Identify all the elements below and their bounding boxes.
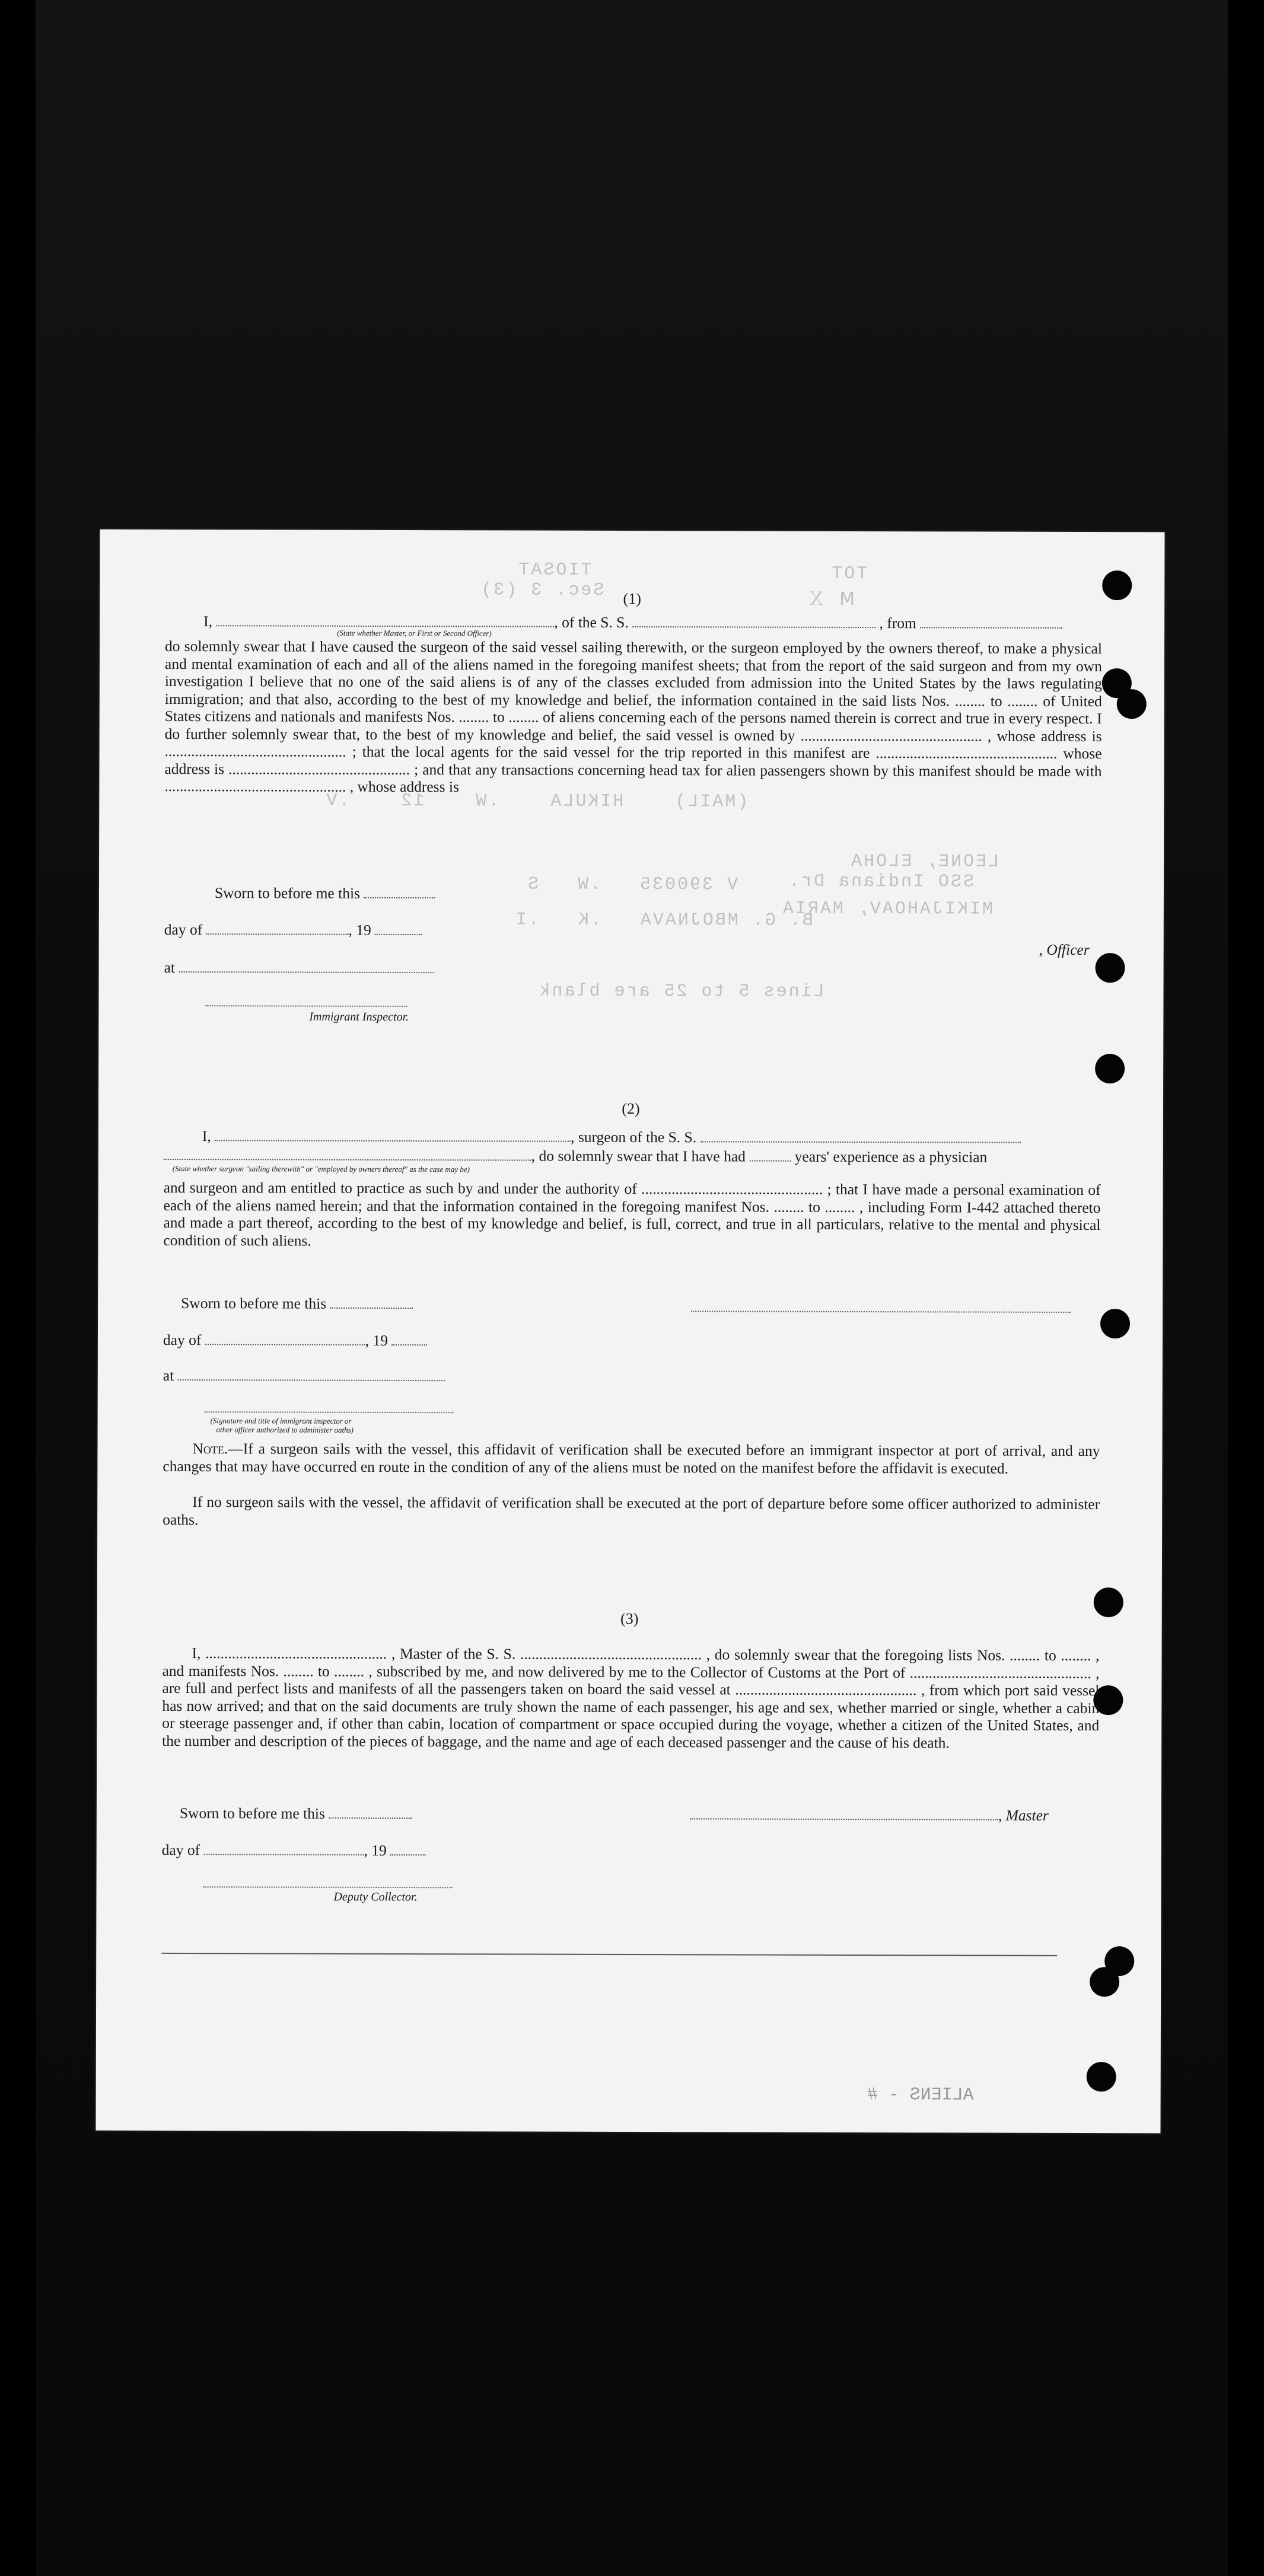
bottom-rule <box>161 1953 1057 1956</box>
bleed-through-text: V 390035 .W S <box>526 874 738 895</box>
punch-hole <box>1090 1967 1119 1997</box>
collector-signature-line <box>203 1886 453 1888</box>
immigrant-inspector-caption: Immigrant Inspector. <box>309 1010 409 1024</box>
signature-title-note: (Signature and title of immigrant inspector or <box>210 1416 352 1426</box>
bleed-through-text: Lines 5 to 25 are blank <box>537 981 824 1002</box>
section-2-oath-paragraph: and surgeon and am entitled to practice as such by and under the authority of ................................................ ; that I have made a personal examination of each of the aliens named herein; and that the information contained in the foregoing manifest Nos. ........ to ........ , including Form I-442 attached thereto and made a part thereof, according to the best of my knowledge and belief, is full, correct, and true in all particulars, relative to the mental and physical condition of such aliens. <box>163 1178 1101 1249</box>
section-1-at-line: at <box>164 959 434 977</box>
bleed-through-text: LEONE, ELOHA SSO Indiana Dr. <box>787 851 999 892</box>
officer-signature-line <box>205 1411 454 1413</box>
section-3-oath-paragraph: I, ................................................ , Master of the S. S. ................................................ , do solemnly swear that the foregoing lists Nos. ........ to ........ , and manifests Nos. ........ to ........ , subscribed by me, and now delivered by me to the Collector of Customs at the Port of ................................................ , are full and perfect lists and manifests of all the passengers taken on board the said vessel at ................................................ , from which port said vessel has now arrived; and that on the said documents are truly shown the name of each passenger, his age and sex, whether married or single, whether a cabin or steerage passenger and, if other than cabin, location of compartment or space occupied during the voyage, whether a citizen of the United States, and the number and description of the pieces of baggage, and the name and age of each deceased passenger and the cause of his death. <box>162 1644 1100 1751</box>
section-1-date-line: day of , 19 <box>164 921 423 939</box>
note-master-or-officer: (State whether Master, or First or Second Officer) <box>337 628 492 638</box>
bleed-through-text: (MAIL) HIKULA .W 12 .V <box>324 790 773 812</box>
signature-title-note: other officer authorized to administer oaths) <box>216 1425 354 1434</box>
section-1-number: (1) <box>623 589 641 608</box>
section-2-sworn-line: Sworn to before me this <box>181 1295 413 1313</box>
manifest-affidavit-sheet <box>95 530 1164 2134</box>
bleed-through-text: ALIENS - # <box>867 2085 974 2106</box>
section-2-at-line: at <box>163 1367 445 1385</box>
section-2-date-line: day of , 19 <box>163 1331 428 1350</box>
punch-hole <box>1100 1309 1130 1338</box>
section-3-master-line: , Master <box>690 1806 1049 1824</box>
bleed-through-text: B. G. MBOJNAVA .K .I <box>514 910 813 931</box>
note-surgeon-type: (State whether surgeon "sailing therewith" or "employed by owners thereof" as the case may be) <box>172 1163 470 1174</box>
surgeon-note-paragraph-2: If no surgeon sails with the vessel, the affidavit of verification shall be executed at the port of departure before some officer authorized to administer oaths. <box>163 1493 1100 1528</box>
punch-hole <box>1095 1054 1125 1083</box>
section-2-opening-line: I, , surgeon of the S. S. <box>202 1127 1021 1147</box>
surgeon-note-paragraph: Note.—If a surgeon sails with the vessel, this affidavit of verification shall be executed before an immigrant inspector at port of arrival, and any changes that may have occurred en route in the condition of any of the aliens must be noted on the manifest before the affidavit is executed. <box>163 1440 1100 1477</box>
section-1-oath-paragraph: do solemnly swear that I have caused the surgeon of the said vessel sailing therewith, or the surgeon employed by the owners thereof, to make a physical and mental examination of each and all of the aliens named in the foregoing manifest sheets; that from the report of the said surgeon and from my own investigation I believe that no one of the said aliens is of any of the classes excluded from admission into the United States by the laws regulating immigration; and that also, according to the best of my knowledge and belief, the information contained in the said lists Nos. ........ to ........ of United States citizens and nationals and manifests Nos. ........ to ........ of aliens concerning each of the persons named therein is correct and true in every respect. I do further solemnly swear that, to the best of my knowledge and belief, the said vessel is owned by ................................................ , whose address is ................................................ ; that the local agents for the said vessel for the trip reported in this manifest are ................................................ whose address is ................................................ ; and that any transactions concerning head tax for alien passengers shown by this manifest should be made with ................................................ , whose address is <box>164 637 1103 796</box>
section-2-experience-line: , do solemnly swear that I have had years' experience as a physician <box>164 1146 988 1166</box>
inspector-signature-line <box>205 1005 407 1007</box>
section-1-officer-label: , Officer <box>1039 941 1090 959</box>
section-3-sworn-line: Sworn to before me this <box>180 1805 412 1823</box>
section-3-date-line: day of , 19 <box>162 1841 426 1860</box>
surgeon-signature-line <box>691 1311 1071 1313</box>
section-1-opening-line: I, , of the S. S. , from <box>203 613 1062 632</box>
bleed-through-text: TIOSAT Sec. 3 (3) <box>479 560 617 601</box>
punch-hole <box>1117 689 1147 719</box>
section-3-number: (3) <box>620 1609 639 1628</box>
punch-hole <box>1087 2062 1116 2092</box>
bleed-through-text: MIKIJAHOAV, MARIA <box>781 898 993 920</box>
section-2-number: (2) <box>622 1099 640 1118</box>
punch-hole <box>1096 953 1125 983</box>
bleed-through-text: ТОТ Ⅿ Ｘ <box>805 563 868 611</box>
section-1-sworn-line: Sworn to before me this <box>215 884 435 902</box>
deputy-collector-caption: Deputy Collector. <box>333 1890 418 1904</box>
